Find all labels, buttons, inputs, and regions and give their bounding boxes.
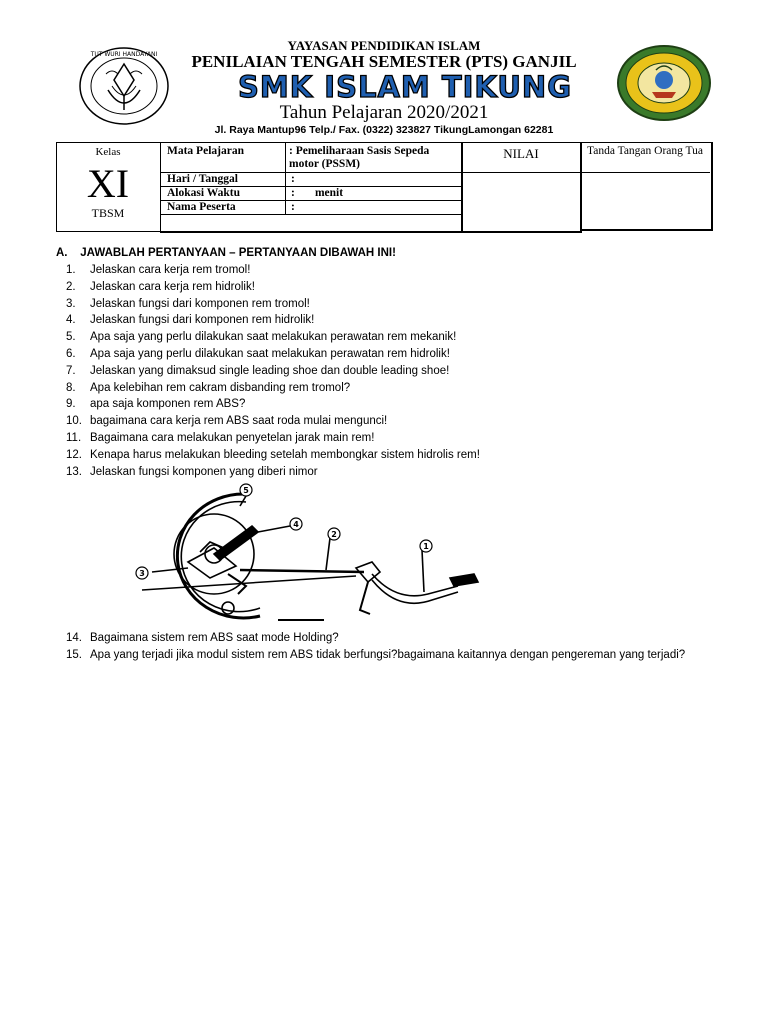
date-label: Hari / Tanggal — [167, 173, 238, 185]
question-text: Jelaskan cara kerja rem tromol! — [90, 264, 251, 276]
academic-year: Tahun Pelajaran 2020/2021 — [279, 102, 489, 123]
exam-title: PENILAIAN TENGAH SEMESTER (PTS) GANJIL — [191, 52, 577, 71]
question-text: Kenapa harus melakukan bleeding setelah membongkar sistem hidrolis rem! — [90, 448, 480, 461]
question-item — [56, 630, 716, 647]
question-item — [56, 329, 716, 346]
callout-3-label: 3 — [139, 569, 145, 578]
question-text: Jelaskan yang dimaksud single leading shoe dan double leading shoe! — [90, 364, 450, 377]
signature-divider — [580, 172, 710, 173]
question-number: 11. — [66, 431, 82, 444]
question-number: 9. — [66, 398, 76, 411]
question-item — [56, 380, 716, 397]
subject-value: : Pemeliharaan Sasis Sepeda motor (PSSM) — [289, 145, 430, 170]
question-text: Jelaskan fungsi dari komponen rem tromol! — [90, 297, 310, 310]
question-item — [56, 279, 716, 296]
foundation-name: YAYASAN PENDIDIKAN ISLAM — [287, 38, 481, 53]
question-text: bagaimana cara kerja rem ABS saat roda mulai mengunci! — [90, 415, 388, 428]
section-title: A. JAWABLAH PERTANYAAN – PERTANYAAN DIBAWAH INI! — [56, 247, 396, 259]
question-item — [56, 346, 716, 363]
question-text: Bagaimana cara melakukan penyetelan jarak main rem! — [90, 431, 375, 444]
question-item — [56, 312, 716, 329]
question-item — [56, 464, 716, 481]
question-item — [56, 262, 716, 279]
question-number: 4. — [66, 314, 76, 327]
exam-info-cell — [160, 142, 463, 233]
question-text: Jelaskan cara kerja rem hidrolik! — [90, 280, 255, 293]
question-number: 13. — [66, 465, 82, 478]
question-number: 14. — [66, 632, 82, 644]
question-item — [56, 396, 716, 413]
question-item — [56, 647, 716, 664]
class-label: Kelas — [95, 146, 121, 158]
question-number: 3. — [66, 297, 76, 310]
question-number: 5. — [66, 331, 76, 344]
score-label: NILAI — [503, 146, 539, 161]
participant-name-value: : — [291, 201, 295, 213]
question-item — [56, 296, 716, 313]
question-text: Apa saja yang perlu dilakukan saat melakukan perawatan rem mekanik! — [90, 331, 457, 344]
logo-left-text: TUT WURI HANDAYANI — [90, 51, 158, 58]
question-text: apa saja komponen rem ABS? — [90, 398, 246, 411]
subject-label: Mata Pelajaran — [167, 145, 244, 157]
callout-4-label: 4 — [293, 520, 299, 529]
question-number: 6. — [66, 347, 76, 360]
question-item — [56, 447, 716, 464]
class-value: XI — [86, 161, 130, 206]
callout-2-label: 2 — [331, 530, 337, 539]
info-column-divider — [285, 143, 286, 215]
question-text: Apa saja yang perlu dilakukan saat melakukan perawatan rem hidrolik! — [90, 347, 450, 360]
question-number: 12. — [66, 448, 82, 461]
callout-1-label: 1 — [423, 542, 429, 551]
duration-value: : menit — [291, 187, 344, 199]
participant-name-label: Nama Peserta — [167, 201, 236, 213]
question-text: Apa yang terjadi jika modul sistem rem ABS tidak berfungsi?bagaimana kaitannya dengan pengereman yang terjadi? — [90, 649, 686, 661]
school-address: Jl. Raya Mantup96 Telp./ Fax. (0322) 323827 TikungLamongan 62281 — [214, 124, 554, 136]
question-item — [56, 363, 716, 380]
school-name: SMK ISLAM TIKUNG — [237, 70, 573, 104]
signature-label: Tanda Tangan Orang Tua — [587, 145, 704, 157]
question-text: Jelaskan fungsi komponen yang diberi nimor — [90, 465, 318, 478]
info-row-line — [161, 214, 461, 215]
duration-label: Alokasi Waktu — [167, 187, 240, 199]
question-text: Jelaskan fungsi dari komponen rem hidrolik! — [90, 314, 315, 327]
question-number: 15. — [66, 649, 82, 661]
question-text: Apa kelebihan rem cakram disbanding rem tromol? — [90, 381, 351, 394]
drum-brake-diagram — [128, 482, 488, 624]
score-divider — [462, 172, 580, 173]
question-number: 7. — [66, 364, 76, 377]
question-list — [56, 262, 716, 480]
question-item — [56, 430, 716, 447]
question-number: 8. — [66, 381, 76, 394]
question-text: Bagaimana sistem rem ABS saat mode Holding? — [90, 632, 339, 644]
question-list-continued — [56, 630, 716, 664]
question-number: 1. — [66, 264, 76, 276]
question-number: 10. — [66, 415, 82, 428]
date-value: : — [291, 173, 295, 185]
question-item — [56, 413, 716, 430]
major-value: TBSM — [91, 206, 125, 220]
question-number: 2. — [66, 280, 76, 293]
callout-5-label: 5 — [243, 486, 249, 495]
